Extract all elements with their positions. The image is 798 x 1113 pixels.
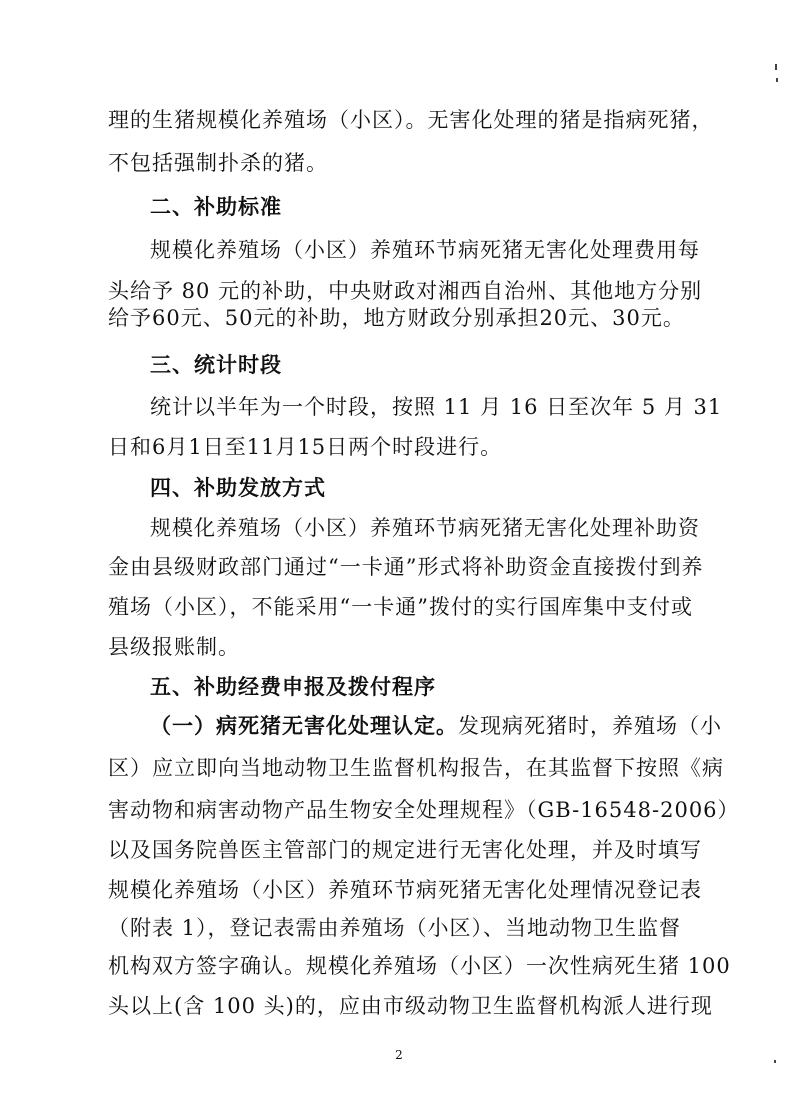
text-line: 机构双方签字确认。规模化养殖场（小区）一次性病死生猪 100 — [108, 954, 731, 978]
scan-mark — [774, 1060, 776, 1063]
text-line: 统计以半年为一个时段，按照 11 月 16 日至次年 5 月 31 — [150, 395, 723, 419]
text-line: 县级报账制。 — [108, 635, 240, 659]
section-heading-statistics-period: 三、统计时段 — [150, 353, 282, 377]
text-line: 以及国务院兽医主管部门的规定进行无害化处理，并及时填写 — [108, 838, 702, 862]
text-line: 规模化养殖场（小区）养殖环节病死猪无害化处理情况登记表 — [108, 878, 702, 902]
subsection-lead: （一）病死猪无害化处理认定。 — [150, 714, 458, 738]
section-heading-subsidy-standard: 二、补助标准 — [150, 195, 282, 219]
text-line: 规模化养殖场（小区）养殖环节病死猪无害化处理费用每 — [150, 238, 700, 262]
text-line: 给予60元、50元的补助，地方财政分别承担20元、30元。 — [108, 306, 685, 330]
section-heading-application-procedure: 五、补助经费申报及拨付程序 — [150, 675, 436, 699]
text-span: 发现病死猪时，养殖场（小 — [458, 714, 722, 738]
scan-mark — [776, 78, 778, 82]
text-line: 日和6月1日至11月15日两个时段进行。 — [108, 435, 503, 459]
text-line: 理的生猪规模化养殖场（小区）。无害化处理的猪是指病死猪， — [108, 108, 714, 132]
text-line: 区）应立即向当地动物卫生监督机构报告，在其监督下按照《病 — [108, 756, 724, 780]
text-line: 头以上(含 100 头)的，应由市级动物卫生监督机构派人进行现 — [108, 994, 713, 1018]
text-line: 不包括强制扑杀的猪。 — [108, 151, 328, 175]
text-line: 规模化养殖场（小区）养殖环节病死猪无害化处理补助资 — [150, 516, 700, 540]
text-line: 殖场（小区），不能采用“一卡通”拨付的实行国库集中支付或 — [108, 595, 693, 619]
text-line: 头给予 80 元的补助，中央财政对湘西自治州、其他地方分别 — [108, 279, 703, 303]
section-heading-payment-method: 四、补助发放方式 — [150, 476, 326, 500]
text-line: 金由县级财政部门通过“一卡通”形式将补助资金直接拨付到养 — [108, 555, 704, 579]
scan-mark — [775, 64, 777, 70]
page-number: 2 — [395, 1048, 403, 1062]
text-line — [150, 711, 722, 741]
text-line: 害动物和病害动物产品生物安全处理规程》（GB-16548-2006） — [108, 798, 740, 822]
text-line: （附表 1），登记表需由养殖场（小区）、当地动物卫生监督 — [108, 916, 682, 940]
